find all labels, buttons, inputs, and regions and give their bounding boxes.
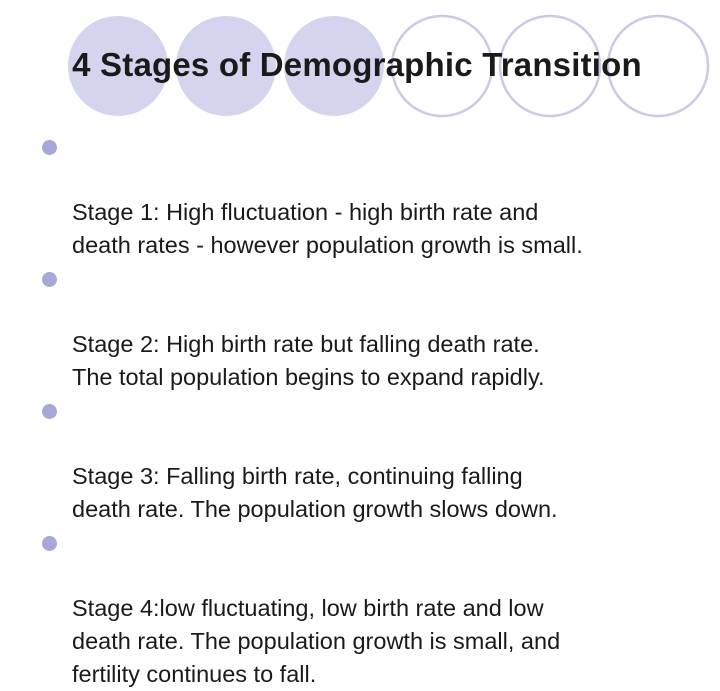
list-item <box>42 526 692 691</box>
list-item <box>42 130 692 262</box>
bullet-text: Stage 4:low fluctuating, low birth rate and low death rate. The population growth is small, and fertility continues to fall. <box>72 595 561 687</box>
filled-circle-bullet-icon <box>42 404 57 419</box>
list-item <box>42 262 692 394</box>
bullet-text: Stage 1: High fluctuation - high birth rate and death rates - however population growth is small. <box>72 199 583 258</box>
bullet-text: Stage 2: High birth rate but falling death rate. The total population begins to expand rapidly. <box>72 331 545 390</box>
list-item <box>42 394 692 526</box>
filled-circle-bullet-icon <box>42 272 57 287</box>
slide-title: 4 Stages of Demographic Transition <box>72 46 642 83</box>
bullet-text: Stage 3: Falling birth rate, continuing falling death rate. The population growth slows down. <box>72 463 558 522</box>
filled-circle-bullet-icon <box>42 536 57 551</box>
bullet-list <box>42 130 692 691</box>
filled-circle-bullet-icon <box>42 140 57 155</box>
